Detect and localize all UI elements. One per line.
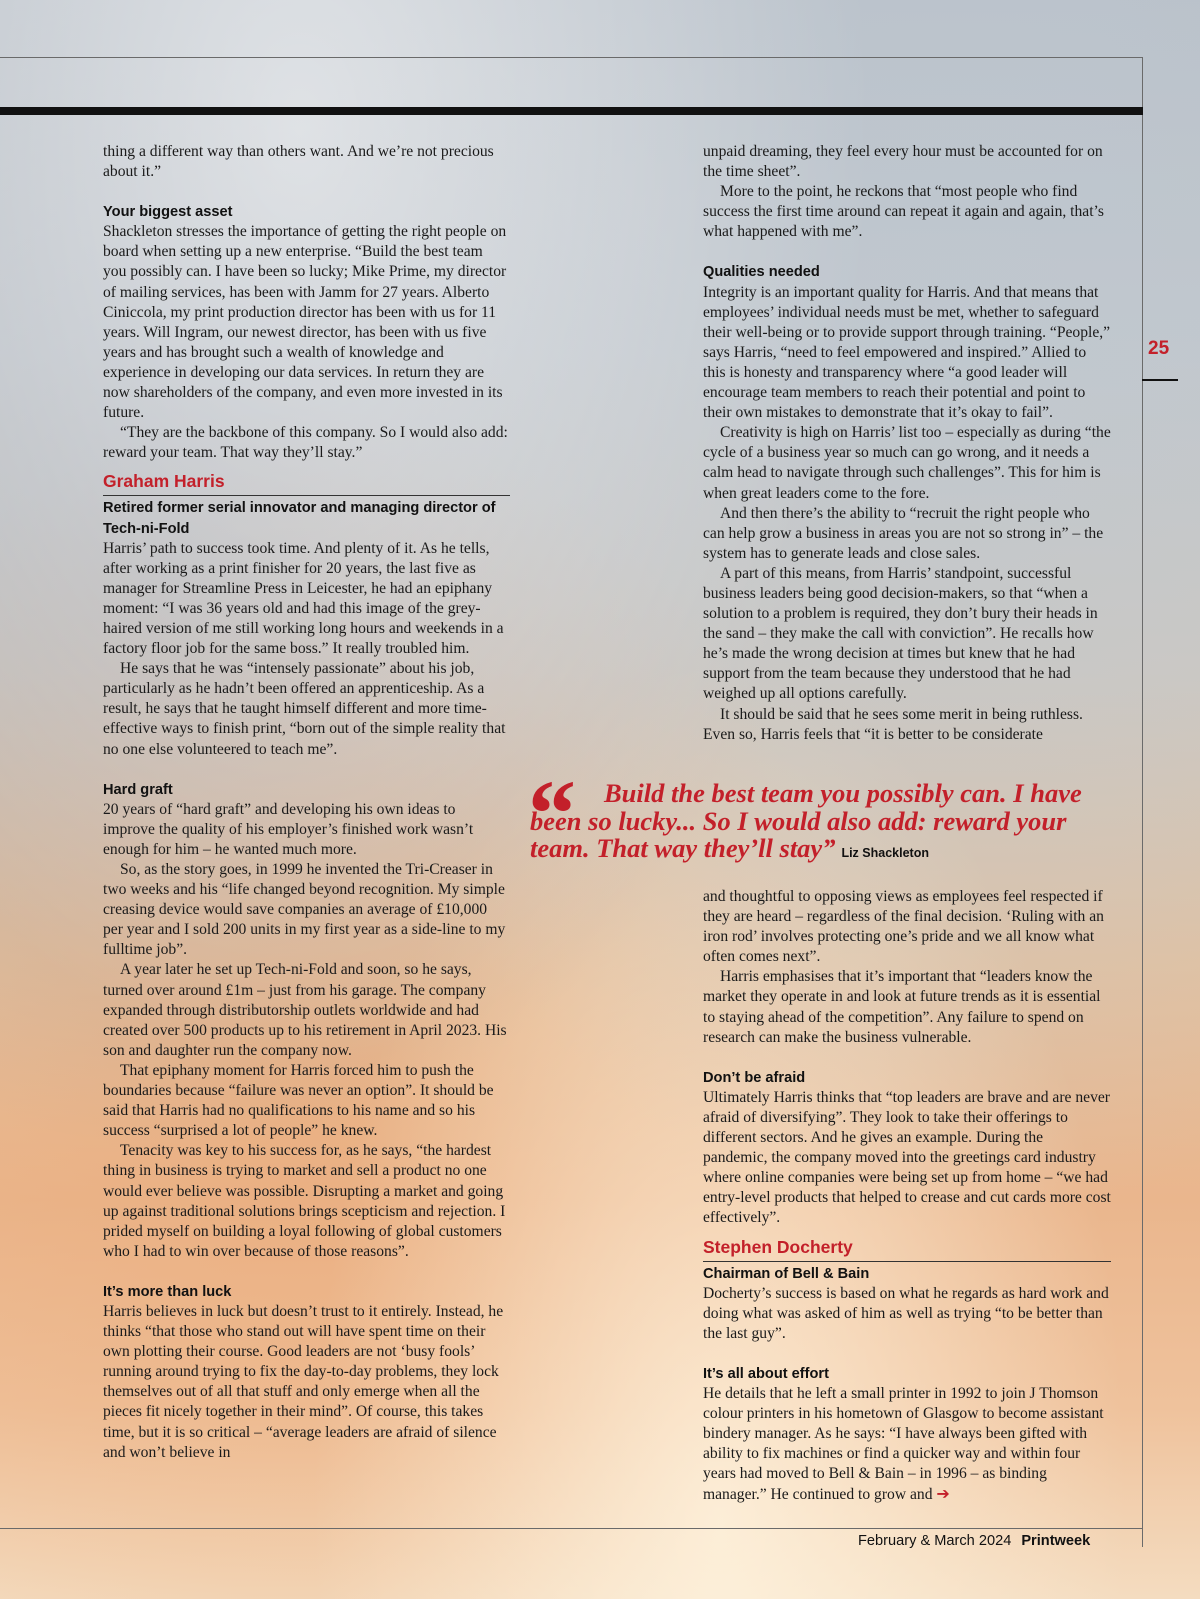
page-frame-top-rule xyxy=(0,57,1143,58)
paragraph: Harris emphasises that it’s important that “leaders know the market they operate in and look at future trends as it is essential to staying ahead of the competition”. Any failure to spend on research can make the business vulnerable. xyxy=(703,968,1101,1046)
pull-quote-text: Build the best team you possibly can. I have been so lucky... So I would also add: reward your team. That way they’ll stay” xyxy=(530,778,1082,863)
paragraph: Harris’ path to success took time. And plenty of it. As he tells, after working as a print finisher for 20 years, the last five as manager for Streamline Press in Leicester, he had an epiphany moment: “I was 36 years old and had this image of the grey-haired version of me still working long hours and weekends in a factory floor job for the same boss.” It really troubled him. xyxy=(103,539,504,658)
paragraph: And then there’s the ability to “recruit the right people who can help grow a business in areas you are not so strong in” – the system has to generate leads and close sales. xyxy=(703,504,1104,562)
page-number-rule xyxy=(1142,379,1178,381)
left-column xyxy=(103,142,510,1463)
subheading-hard-graft: Hard graft xyxy=(103,781,173,798)
paragraph: Docherty’s success is based on what he regards as hard work and doing what was asked of him as well as trying “to be better than the last guy”. xyxy=(703,1284,1109,1342)
paragraph: It should be said that he sees some merit in being ruthless. Even so, Harris feels that “it is better to be considerate xyxy=(703,705,1083,743)
subheading-biggest-asset: Your biggest asset xyxy=(103,204,233,221)
pull-quote-author: Liz Shackleton xyxy=(841,846,929,860)
paragraph: Integrity is an important quality for Harris. And that means that employees’ individual needs must be met, whether to safeguard their well-being or to provide support through training. “People,” says Harris, “need to feel empowered and inspired.” Allied to this is honesty and transparency where “a good leader will encourage team members to reach their potential and point to their own mistakes to demonstrate that it’s okay to fail”. xyxy=(703,283,1111,422)
profile-role-harris: Retired former serial innovator and managing director of Tech-ni-Fold xyxy=(103,495,510,538)
right-column-bottom xyxy=(703,887,1111,1506)
paragraph: 20 years of “hard graft” and developing his own ideas to improve the quality of his employer’s finished work wasn’t enough for him – he wanted much more. xyxy=(103,800,474,858)
paragraph: Creativity is high on Harris’ list too – especially as during “the cycle of a business year so much can go wrong, and it needs a calm head to navigate through such challenges”. This for him is when great leaders come to the fore. xyxy=(703,424,1111,502)
paragraph: thing a different way than others want. And we’re not precious about it.” xyxy=(103,143,494,181)
page-frame-right-rule xyxy=(1142,57,1143,1547)
paragraph: Ultimately Harris thinks that “top leaders are brave and are never afraid of diversifying”. They look to take their offerings to different sectors. And he gives an example. During the pandemic, the company moved into the greetings card industry where online companies were being set up from home – “we had entry-level products that helped to crease and cut cards more cost effectively”. xyxy=(703,1088,1111,1227)
quote-mark-icon: “ xyxy=(528,760,576,867)
paragraph: and thoughtful to opposing views as employees feel respected if they are heard – regardless of the final decision. ‘Ruling with an iron rod’ involves protecting one’s pride and we all know what often comes next”. xyxy=(703,888,1104,966)
footer-date: February & March 2024 xyxy=(858,1533,1012,1549)
subheading-all-about-effort: It’s all about effort xyxy=(703,1365,829,1382)
paragraph: Harris believes in luck but doesn’t trust to it entirely. Instead, he thinks “that those who stand out will have spent time on their own plotting their course. Good leaders are not ‘busy fools’ running around trying to fix the day-to-day problems, they lock themselves out of all that stuff and only emerge when all the pieces fit nicely together in their mind”. Of course, this takes time, but it is so critical – “average leaders are afraid of silence and won’t believe in xyxy=(103,1302,504,1461)
paragraph: Tenacity was key to his success for, as he says, “the hardest thing in business is trying to market and sell a product no one would ever believe was possible. Disrupting a market and going up against traditional solutions brings scepticism and rejection. I prided myself on building a loyal following of global customers who I had to win over because of those reasons”. xyxy=(103,1142,506,1260)
profile-name-stephen-docherty: Stephen Docherty xyxy=(703,1236,853,1257)
subheading-qualities-needed: Qualities needed xyxy=(703,264,820,281)
paragraph: So, as the story goes, in 1999 he invented the Tri-Creaser in two weeks and his “life changed beyond recognition. My simple creasing device would save companies an average of £10,000 per year and I sold 200 units in my first year as a side-line to my fulltime job”. xyxy=(103,861,506,959)
paragraph: unpaid dreaming, they feel every hour must be accounted for on the time sheet”. xyxy=(703,143,1103,181)
paragraph: He says that he was “intensely passionate” about his job, particularly as he hadn’t been offered an apprenticeship. As a result, he says that he taught himself different and more time-effective ways to finish print, “born out of the simple reality that no one else volunteered to teach me”. xyxy=(103,660,506,758)
profile-role-docherty: Chairman of Bell & Bain xyxy=(703,1261,1111,1284)
paragraph: Shackleton stresses the importance of getting the right people on board when setting up a new enterprise. “Build the best team you possibly can. I have been so lucky; Mike Prime, my director of mailing services, has been with Jamm for 27 years. Alberto Ciniccola, my print production director has been with us for 11 years. Will Ingram, our newest director, has been with us five years and has brought such a wealth of knowledge and experience in developing our data services. In return they are now shareholders of the company, and even more invested in its future. xyxy=(103,223,507,422)
right-column-top xyxy=(703,142,1111,745)
paragraph xyxy=(703,1384,1111,1506)
paragraph: A part of this means, from Harris’ standpoint, successful business leaders being good decision-makers, so that “when a solution to a problem is required, they don’t bury their heads in the sand – they make the call with conviction”. He recalls how he’s made the wrong decision at times but knew that he had support from the team because they understood that he had weighed up all options carefully. xyxy=(703,564,1098,703)
paragraph: A year later he set up Tech-ni-Fold and soon, so he says, turned over around £1m – just from his garage. The company expanded through distributorship outlets worldwide and had created over 500 products up to his retirement in April 2023. His son and daughter run the company now. xyxy=(103,961,507,1059)
paragraph: “They are the backbone of this company. So I would also add: reward your team. That way they’ll stay.” xyxy=(103,424,508,462)
page-number: 25 xyxy=(1148,338,1170,359)
paragraph: More to the point, he reckons that “most people who find success the first time around can repeat it again and again, that’s what happened with me”. xyxy=(703,183,1104,241)
subheading-more-than-luck: It’s more than luck xyxy=(103,1283,232,1300)
profile-name-graham-harris: Graham Harris xyxy=(103,471,225,492)
footer-brand: Printweek xyxy=(1021,1533,1091,1549)
page-frame-bottom-rule xyxy=(0,1528,1143,1529)
continue-arrow-icon: ➔ xyxy=(936,1484,950,1504)
subheading-dont-be-afraid: Don’t be afraid xyxy=(703,1069,806,1086)
paragraph: That epiphany moment for Harris forced him to push the boundaries because “failure was never an option”. It should be said that Harris had no qualifications to his name and so his success “surprised a lot of people” he knew. xyxy=(103,1061,494,1140)
footer xyxy=(858,1533,1090,1549)
paragraph-text: He details that he left a small printer in 1992 to join J Thomson colour printers in his hometown of Glasgow to become assistant bindery manager. As he says: “I have always been gifted with ability to fix machines or find a quicker way and within four years had moved to Bell & Bain – in 1996 – as binding manager.” He continued to grow and xyxy=(703,1384,1104,1504)
pull-quote-body xyxy=(530,780,1110,868)
pull-quote xyxy=(528,760,1110,868)
header-thick-bar xyxy=(0,107,1143,115)
